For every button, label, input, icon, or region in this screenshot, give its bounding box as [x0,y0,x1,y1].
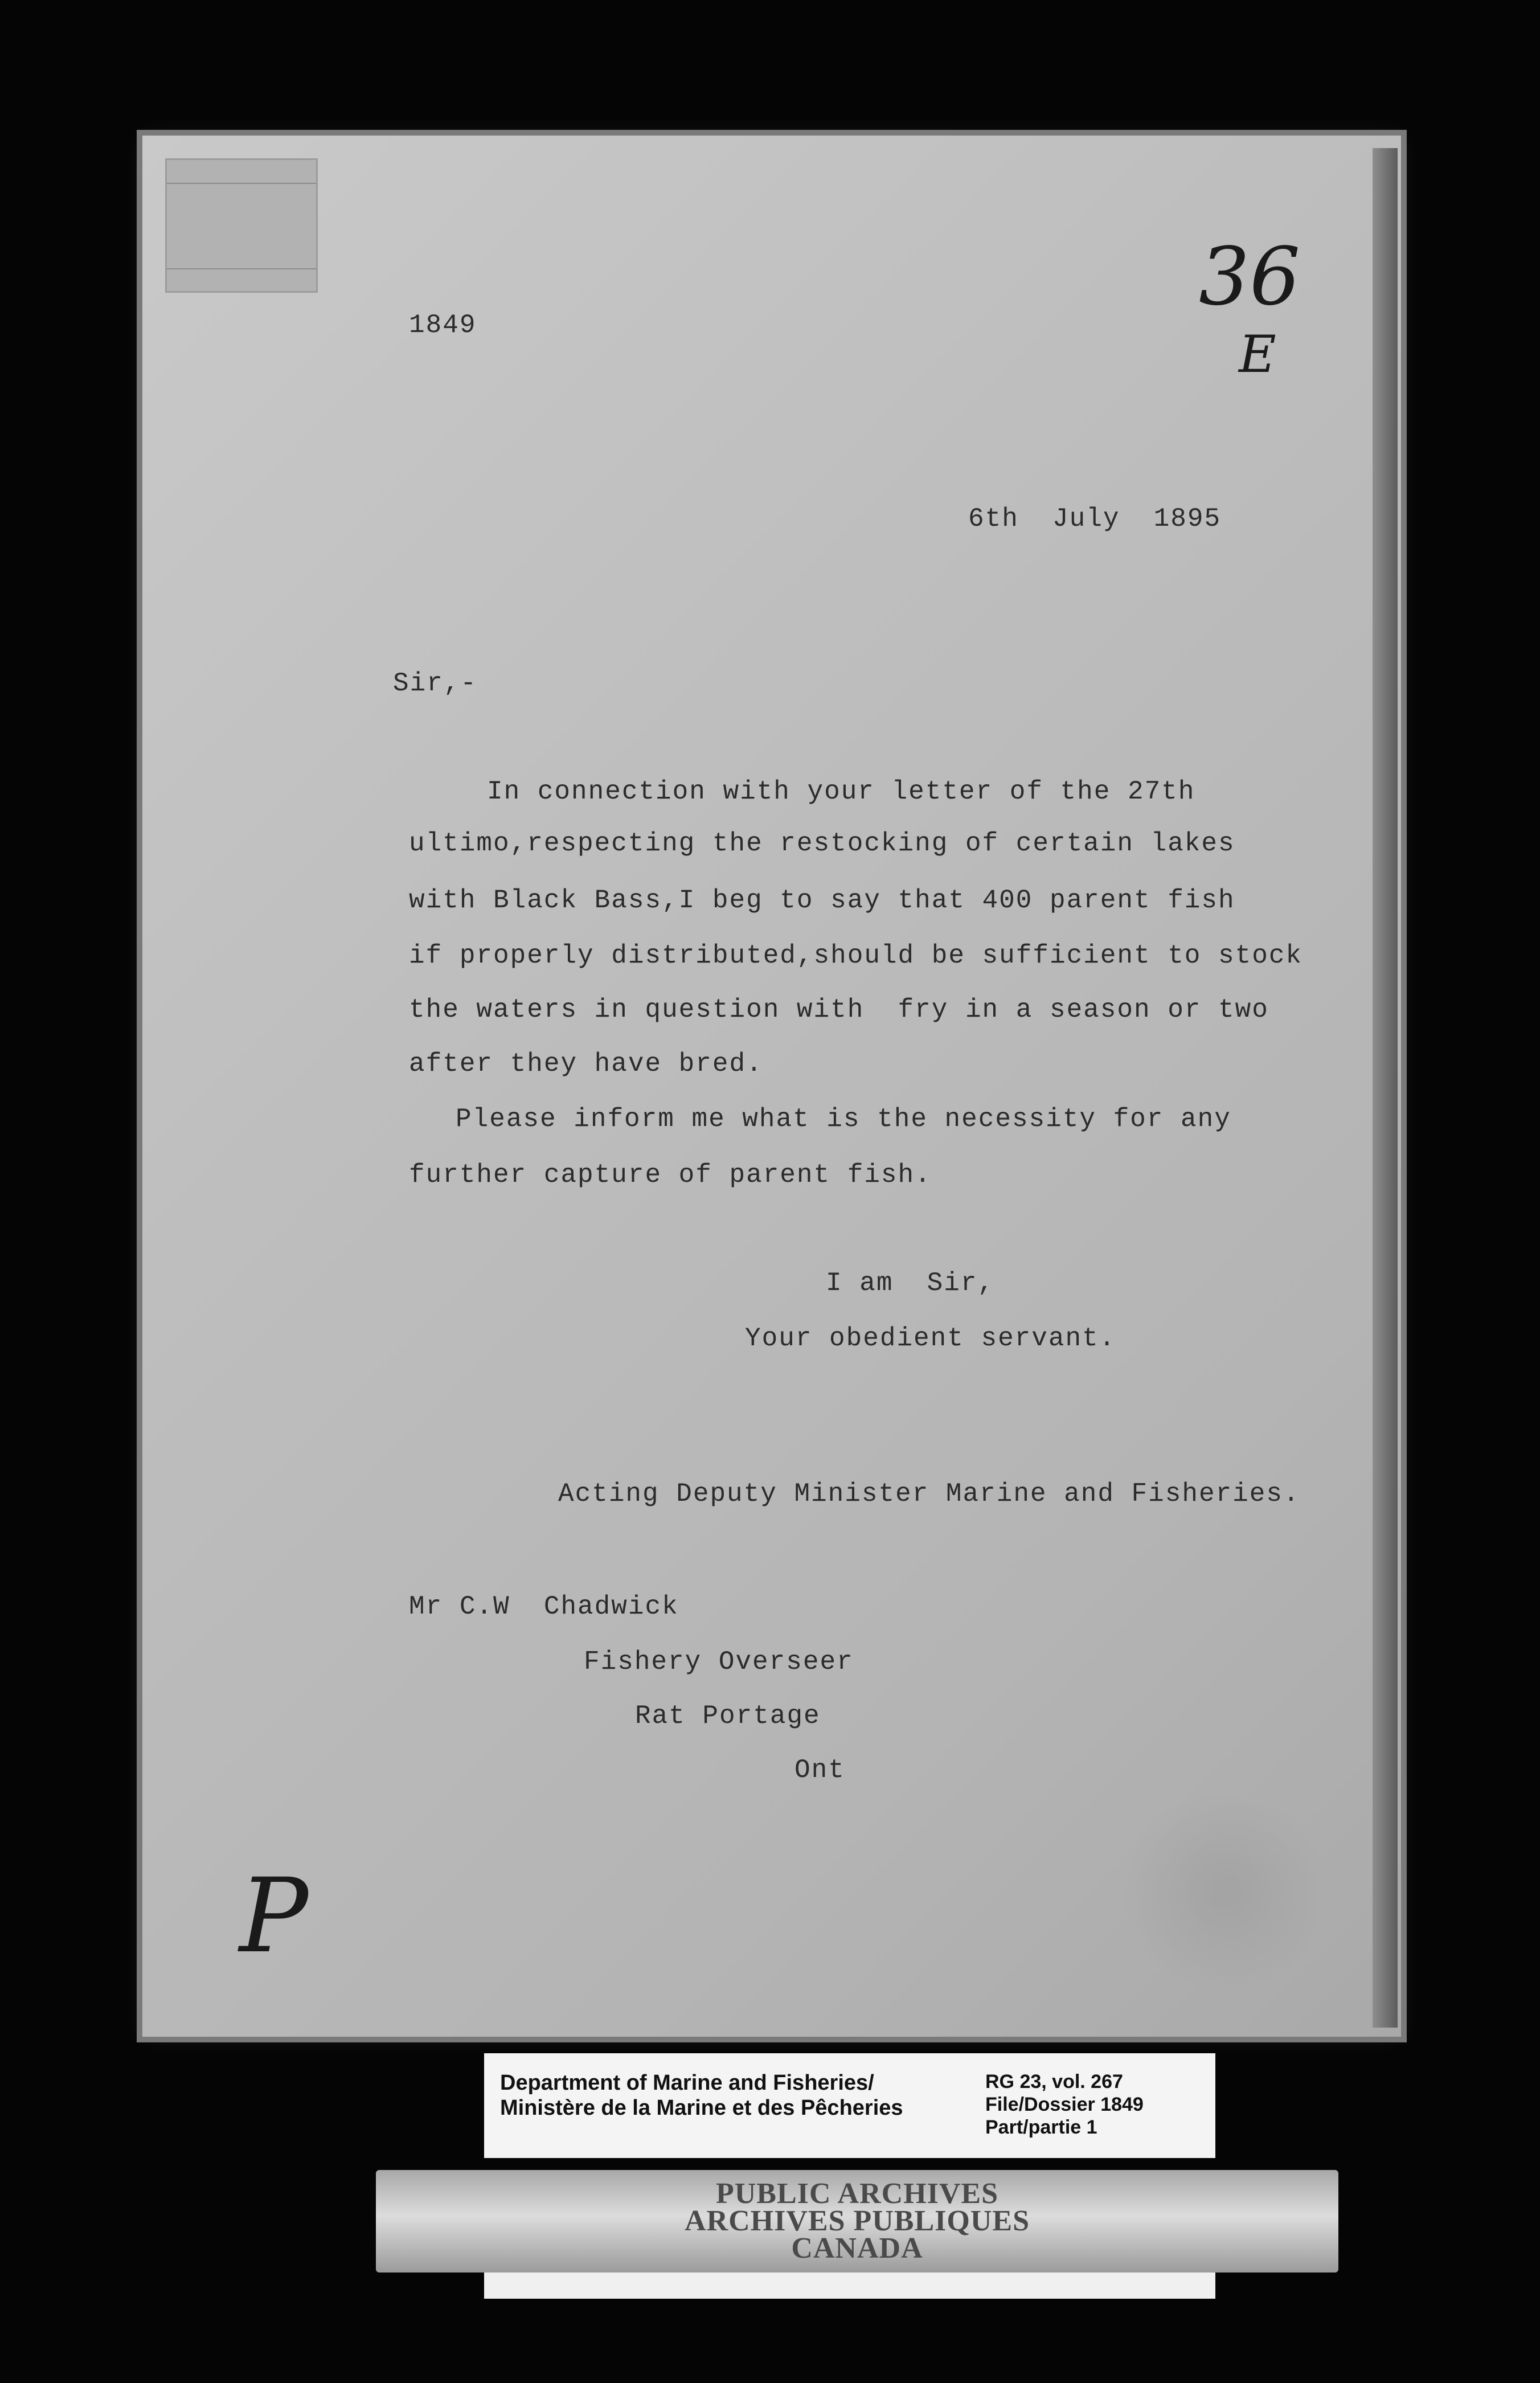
body-line-1: In connection with your letter of the 27th [487,777,1195,806]
body-line-4: if properly distributed,should be sufficient to stock [409,941,1303,971]
department-names [500,2070,903,2120]
body-line-8: further capture of parent fish. [409,1160,932,1190]
file-dossier: File/Dossier 1849 [985,2094,1144,2115]
closing-line-2: Your obedient servant. [745,1324,1116,1353]
body-line-2: ultimo,respecting the restocking of certain lakes [409,829,1235,858]
page-right-edge [1373,148,1398,2028]
initial-handwritten: P [239,1857,309,1976]
body-line-6: after they have bred. [409,1049,763,1079]
signature-title: Acting Deputy Minister Marine and Fisheries. [558,1479,1300,1509]
addressee-province: Ont [794,1755,845,1785]
body-line-5: the waters in question with fry in a season or two [409,995,1269,1025]
thumbprint-smudge [1116,1794,1333,1988]
folio-number-handwritten: 36 [1199,231,1301,324]
addressee-name: Mr C.W Chadwick [409,1592,679,1622]
body-line-7: Please inform me what is the necessity for any [456,1104,1231,1134]
addressee-title: Fishery Overseer [584,1647,854,1677]
file-number: 1849 [409,310,477,340]
letter-page [142,136,1401,2037]
record-group: RG 23, vol. 267 [985,2071,1123,2093]
letter-date: 6th July 1895 [968,504,1222,534]
body-line-3: with Black Bass,I beg to say that 400 parent fish [409,886,1235,915]
registry-stamp-box [165,158,318,293]
salutation: Sir,- [393,669,478,698]
label-bottom-margin [484,2273,1215,2299]
department-english: Department of Marine and Fisheries/ [500,2071,874,2095]
public-archives-stamp [376,2170,1338,2273]
closing-line-1: I am Sir, [826,1268,995,1298]
part-number: Part/partie 1 [985,2116,1097,2138]
stamp-line-3: CANADA [791,2232,923,2265]
department-french: Ministère de la Marine et des Pêcheries [500,2096,903,2120]
archive-reference-label [484,2053,1215,2158]
stamp-line-1: PUBLIC ARCHIVES [715,2177,999,2210]
addressee-place: Rat Portage [635,1701,821,1731]
folio-sub-handwritten: E [1239,325,1276,384]
stamp-line-2: ARCHIVES PUBLIQUES [684,2205,1030,2237]
record-reference [985,2070,1144,2139]
